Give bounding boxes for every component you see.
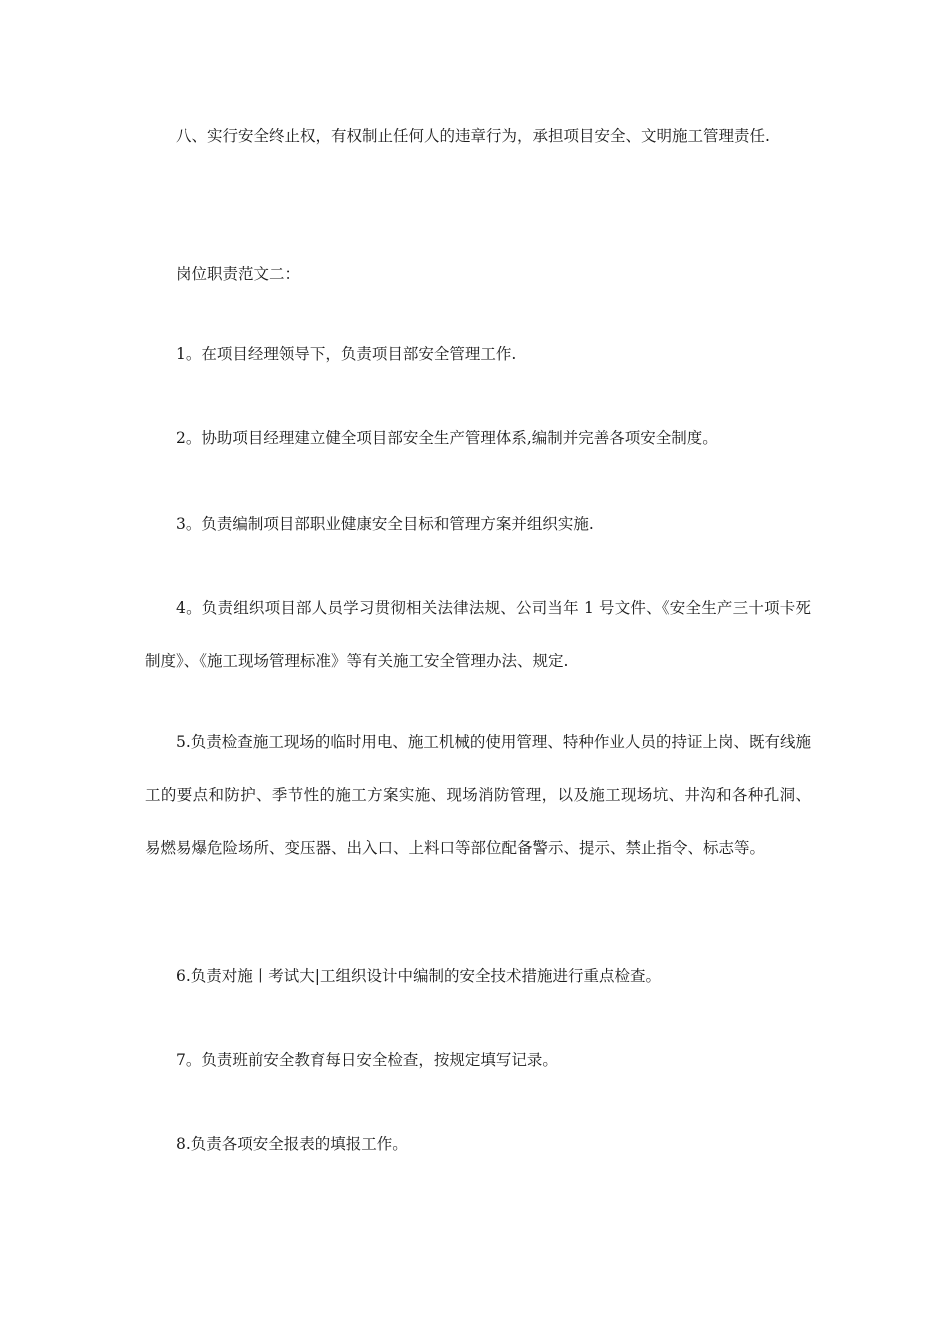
section-heading-sample-two: 岗位职责范文二： <box>176 265 301 283</box>
duty-item-4: 4。负责组织项目部人员学习贯彻相关法律法规、公司当年 1 号文件、《安全生产三十项卡死制度》、《施工现场管理标准》等有关施工安全管理办法、规定. <box>145 599 811 670</box>
duty-item-8: 8.负责各项安全报表的填报工作。 <box>176 1135 408 1153</box>
duty-item-2: 2。协助项目经理建立健全项目部安全生产管理体系,编制并完善各项安全制度。 <box>176 429 718 447</box>
duty-item-6: 6.负责对施丨考试大|工组织设计中编制的安全技术措施进行重点检查。 <box>176 967 662 985</box>
duty-item-5: 5.负责检查施工现场的临时用电、施工机械的使用管理、特种作业人员的持证上岗、既有线施工的要点和防护、季节性的施工方案实施、现场消防管理，以及施工现场坑、井沟和各种孔洞、易燃易爆危险场所、变压器、出入口、上料口等部位配备警示、提示、禁止指令、标志等。 <box>145 733 811 857</box>
duty-item-3: 3。负责编制项目部职业健康安全目标和管理方案并组织实施. <box>176 515 594 533</box>
duty-item-1: 1。在项目经理领导下，负责项目部安全管理工作. <box>176 345 517 363</box>
duty-item-7: 7。负责班前安全教育每日安全检查，按规定填写记录。 <box>176 1051 558 1069</box>
paragraph-safety-veto: 八、实行安全终止权，有权制止任何人的违章行为，承担项目安全、文明施工管理责任. <box>176 127 770 145</box>
